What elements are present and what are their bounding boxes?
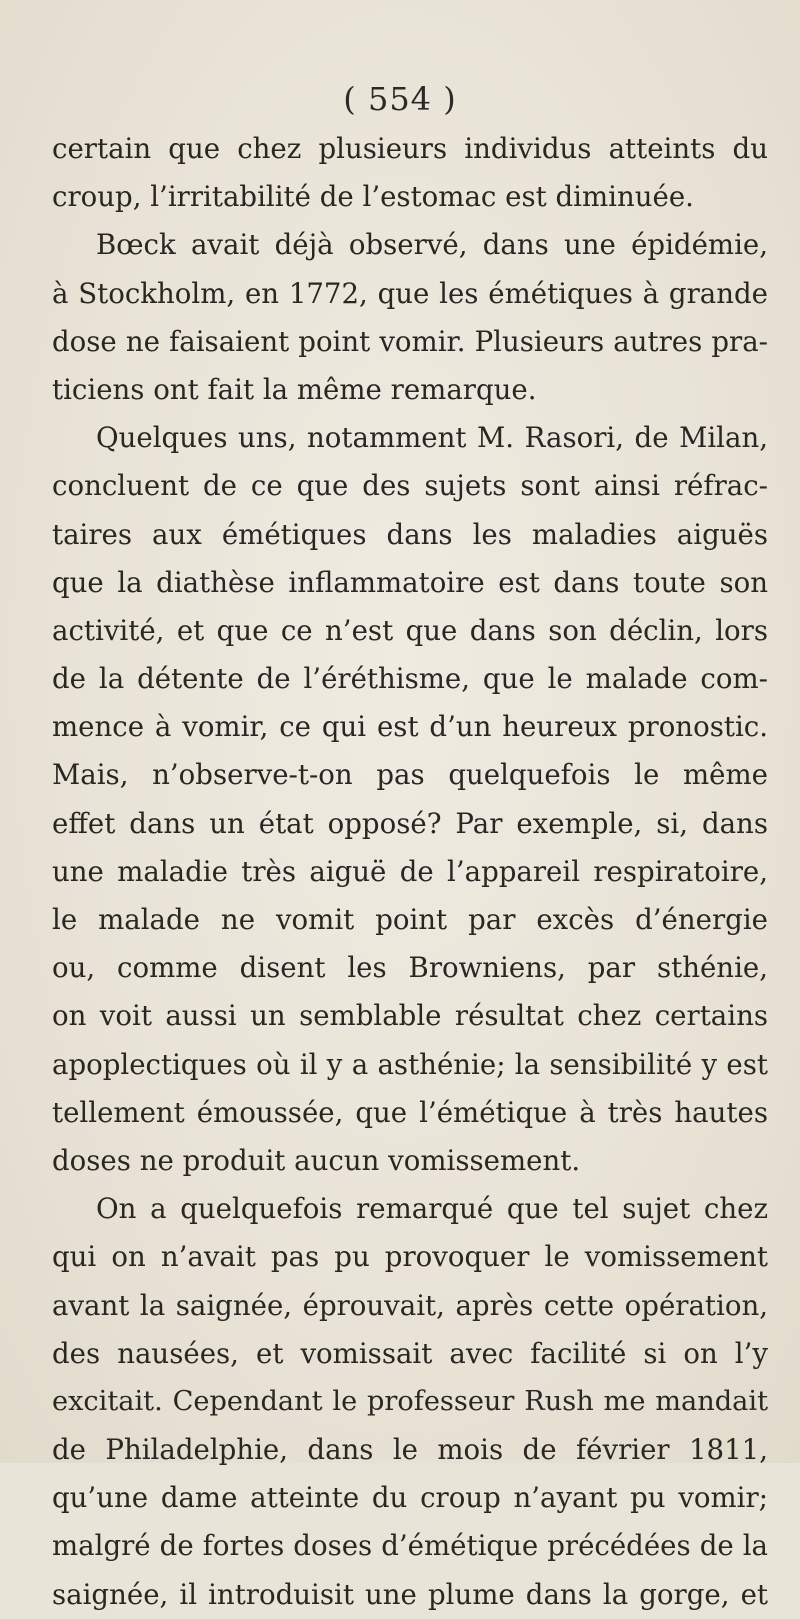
text-line: activité, et que ce n’est que dans son déclin, lors: [52, 613, 768, 647]
text-line: des nausées, et vomissait avec facilité si on l’y: [52, 1336, 768, 1370]
text-line: ticiens ont fait la même remarque.: [52, 372, 537, 406]
text-line: Mais, n’observe-t-on pas quelquefois le même: [52, 758, 768, 792]
text-line: qui on n’avait pas pu provoquer le vomissement: [52, 1240, 768, 1274]
text-line: concluent de ce que des sujets sont ainsi réfrac-: [52, 469, 768, 503]
text-line: que la diathèse inflammatoire est dans toute son: [52, 565, 768, 599]
text-line: certain que chez plusieurs individus atteints du: [52, 132, 768, 165]
text-line: apoplectiques où il y a asthénie; la sensibilité y est: [52, 1047, 768, 1081]
text-line: Bœck avait déjà observé, dans une épidémie,: [96, 228, 768, 262]
text-line: tellement émoussée, que l’émétique à très hautes: [52, 1095, 768, 1129]
text-line: avant la saignée, éprouvait, après cette opération,: [52, 1288, 768, 1322]
text-line: saignée, il introduisit une plume dans la gorge, et: [52, 1577, 768, 1611]
text-line: malgré de fortes doses d’émétique précédées de la: [52, 1529, 768, 1563]
text-line: On a quelquefois remarqué que tel sujet chez: [96, 1192, 768, 1226]
text-line: dose ne faisaient point vomir. Plusieurs autres pra-: [52, 324, 768, 358]
text-line: ou, comme disent les Browniens, par sthénie,: [52, 951, 768, 985]
text-line: effet dans un état opposé? Par exemple, si, dans: [52, 806, 768, 840]
text-line: croup, l’irritabilité de l’estomac est diminuée.: [52, 180, 694, 214]
text-line: on voit aussi un semblable résultat chez certains: [52, 999, 768, 1033]
text-line: de la détente de l’éréthisme, que le malade com-: [52, 662, 768, 696]
text-line: taires aux émétiques dans les maladies aiguës: [52, 517, 768, 551]
text-line: mence à vomir, ce qui est d’un heureux pronostic.: [52, 710, 768, 744]
body-text: [52, 125, 768, 1619]
text-line: à Stockholm, en 1772, que les émétiques à grande: [52, 276, 768, 310]
text-line: une maladie très aiguë de l’appareil respiratoire,: [52, 854, 768, 888]
text-line: doses ne produit aucun vomissement.: [52, 1143, 581, 1177]
text-line: le malade ne vomit point par excès d’énergie: [52, 903, 768, 936]
page-number: ( 554 ): [343, 80, 457, 118]
text-line: Quelques uns, notamment M. Rasori, de Milan,: [96, 421, 768, 455]
text-line: qu’une dame atteinte du croup n’ayant pu vomir;: [52, 1481, 768, 1515]
text-line: de Philadelphie, dans le mois de février 1811,: [52, 1433, 768, 1467]
text-line: excitait. Cependant le professeur Rush me mandait: [52, 1385, 768, 1417]
